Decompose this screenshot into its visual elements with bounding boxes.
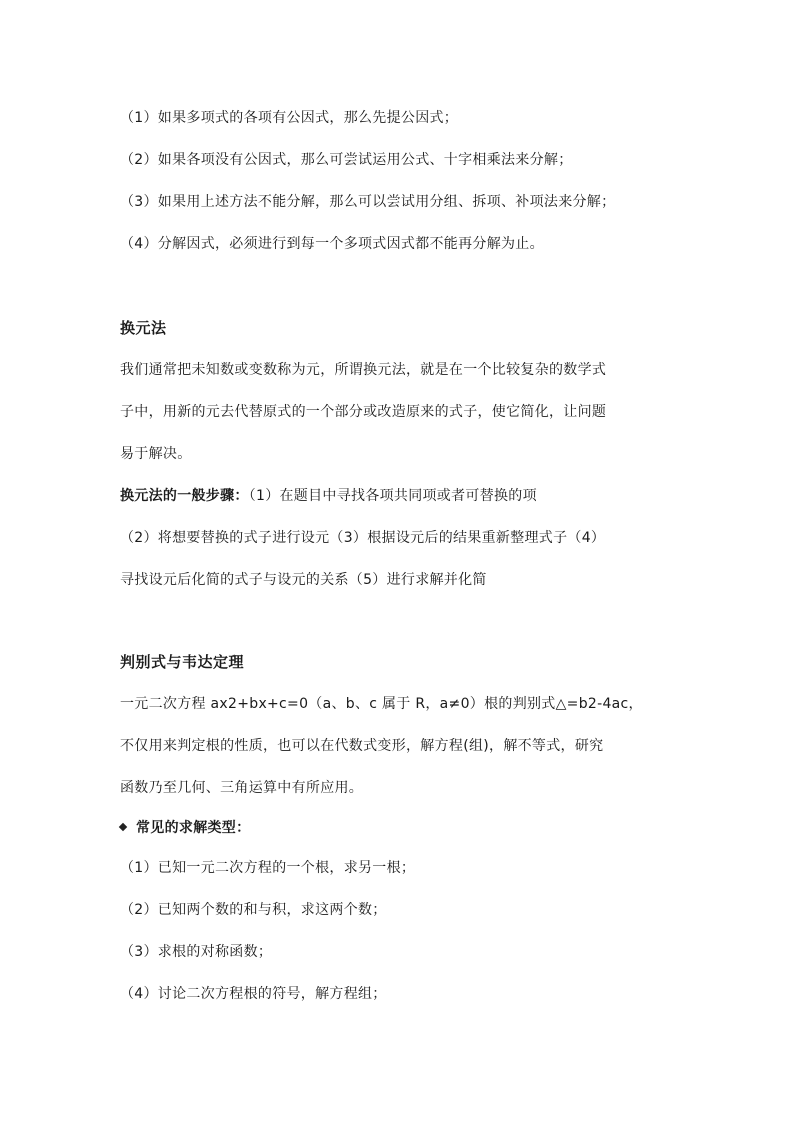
type-item-1: （1）已知一元二次方程的一个根，求另一根； (120, 860, 416, 876)
substitution-steps-line-1 (120, 486, 537, 506)
section-title-substitution: 换元法 (120, 319, 167, 337)
diamond-bullet-icon (119, 823, 127, 831)
discriminant-paragraph-line-2: 不仅用来判定根的性质，也可以在代数式变形，解方程(组)，解不等式，研究 (120, 738, 604, 754)
bullet-heading-row (120, 818, 250, 838)
list1-item-3: （3）如果用上述方法不能分解，那么可以尝试用分组、拆项、补项法来分解； (120, 194, 616, 210)
list1-item-4: （4）分解因式，必须进行到每一个多项式因式都不能再分解为止。 (120, 236, 544, 252)
type-item-4: （4）讨论二次方程根的符号，解方程组； (120, 986, 387, 1002)
bullet-heading: 常见的求解类型： (136, 820, 251, 836)
steps-line-1-text: （1）在题目中寻找各项共同项或者可替换的项 (248, 488, 537, 504)
list1-item-2: （2）如果各项没有公因式，那么可尝试运用公式、十字相乘法来分解； (120, 152, 573, 168)
substitution-steps-line-3: 寻找设元后化简的式子与设元的关系（5）进行求解并化简 (120, 572, 487, 588)
section-title-discriminant: 判别式与韦达定理 (120, 653, 245, 671)
substitution-paragraph-line-3: 易于解决。 (120, 446, 192, 462)
steps-label: 换元法的一般步骤： (120, 488, 249, 504)
type-item-3: （3）求根的对称函数； (120, 944, 273, 960)
list1-item-1: （1）如果多项式的各项有公因式，那么先提公因式； (120, 110, 459, 126)
discriminant-paragraph-line-1: 一元二次方程 ax2+bx+c=0（a、b、c 属于 R，a≠0）根的判别式△=b2-4ac， (120, 696, 643, 712)
substitution-paragraph-line-2: 子中，用新的元去代替原式的一个部分或改造原来的式子，使它简化，让问题 (120, 404, 607, 420)
substitution-steps-line-2: （2）将想要替换的式子进行设元（3）根据设元后的结果重新整理式子（4） (120, 530, 606, 546)
substitution-paragraph-line-1: 我们通常把未知数或变数称为元，所谓换元法，就是在一个比较复杂的数学式 (120, 362, 607, 378)
discriminant-paragraph-line-3: 函数乃至几何、三角运算中有所应用。 (120, 780, 364, 796)
type-item-2: （2）已知两个数的和与积，求这两个数； (120, 902, 387, 918)
